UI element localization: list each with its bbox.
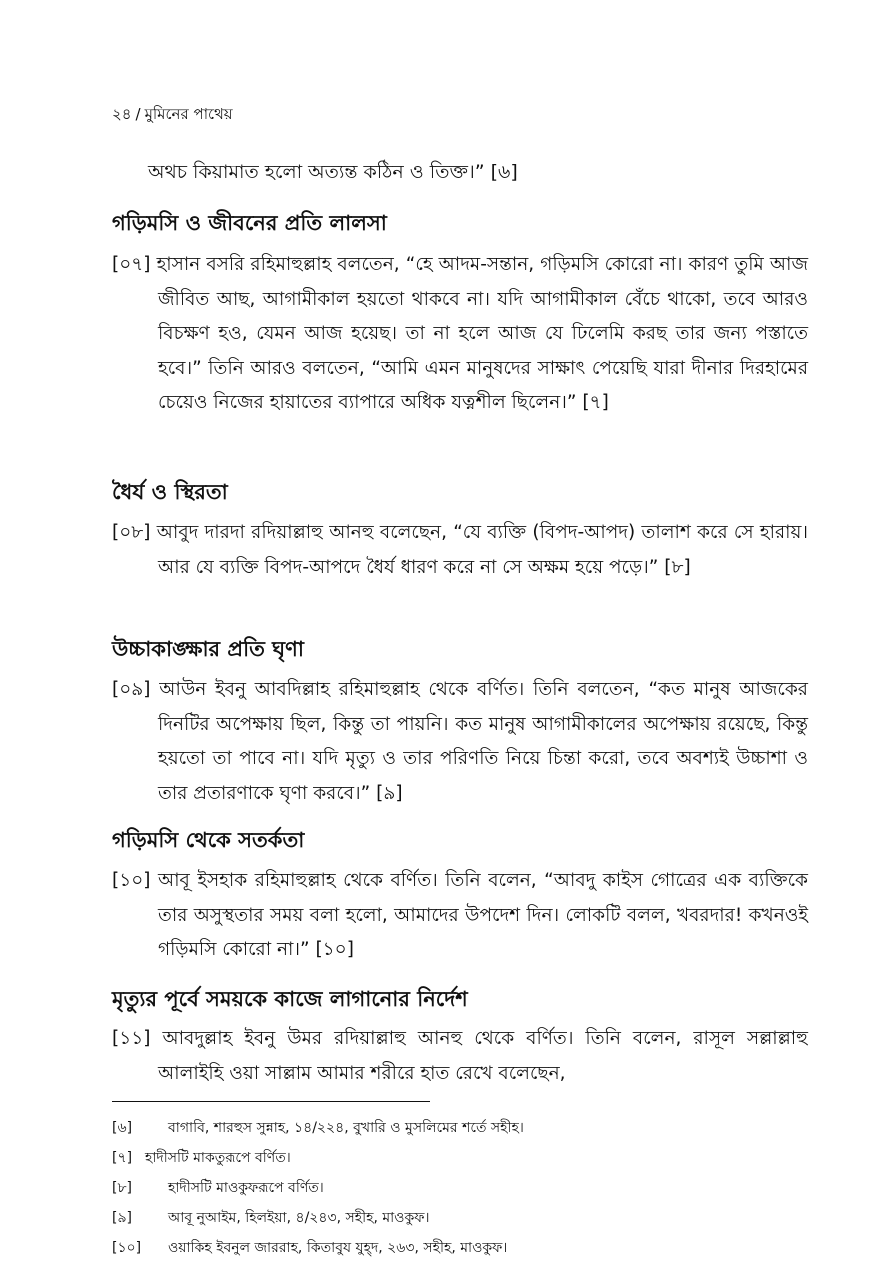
footnote-text: বাগাবি, শারহুস সুন্নাহ, ১৪/২২৪, বুখারি ও মুসলিমের শর্তে সহীহ।: [168, 1120, 524, 1136]
footnote-marker: [৯]: [112, 1210, 133, 1226]
footnote: [112, 1176, 324, 1200]
section-paragraph: [112, 1022, 808, 1091]
section-paragraph: [112, 516, 808, 585]
paragraph-text: আবূ ইসহাক রহিমাহুল্লাহ থেকে বর্ণিত। তিনি বলেন, “আবদু কাইস গোত্রের এক ব্যক্তিকে তার অসুস্থতার সময় বলা হলো, আমাদের উপদেশ দিন। লোকটি বলল, খবরদার! কখনওই গড়িমসি কোরো না।” [১০]: [157, 870, 808, 960]
footnote-text: হাদীসটি মাওকুফরূপে বর্ণিত।: [168, 1180, 324, 1196]
footnote: [112, 1146, 291, 1170]
section-heading: মৃত্যুর পূর্বে সময়কে কাজে লাগানোর নির্দেশ: [112, 987, 468, 1011]
section-heading: গড়িমসি থেকে সতর্কতা: [112, 828, 305, 852]
section-paragraph: [112, 673, 808, 811]
section-heading: ধৈর্য ও স্থিরতা: [112, 480, 228, 504]
section-heading: উচ্চাকাঙ্ক্ষার প্রতি ঘৃণা: [112, 637, 304, 661]
section-paragraph: [112, 248, 808, 421]
footnote-text: আবূ নুআইম, হিলইয়া, ৪/২৪৩, সহীহ, মাওকুফ।: [168, 1210, 430, 1226]
footnote-marker: [১০]: [112, 1240, 142, 1256]
page-number: ২৪: [112, 105, 132, 123]
header-separator: /: [135, 105, 141, 123]
paragraph-text: আবুদ দারদা রদিয়াল্লাহু আনহু বলেছেন, “যে ব্যক্তি (বিপদ-আপদ) তালাশ করে সে হারায়। আর যে ব্যক্তি বিপদ-আপদে ধৈর্য ধারণ করে না সে অক্ষম হয়ে পড়ে।” [৮]: [156, 522, 808, 578]
paragraph-number: [১১]: [112, 1028, 151, 1049]
footnote: [112, 1116, 524, 1140]
footnote-text: ওয়াকিহ ইবনুল জাররাহ, কিতাবুয যুহ্দ, ২৬৩, সহীহ, মাওকুফ।: [168, 1240, 508, 1256]
paragraph-text: আউন ইবনু আবদিল্লাহ রহিমাহুল্লাহ থেকে বর্ণিত। তিনি বলতেন, “কত মানুষ আজকের দিনটির অপেক্ষায় ছিল, কিন্তু তা পায়নি। কত মানুষ আগামীকালের অপেক্ষায় রয়েছে, কিন্তু হয়তো তা পাবে না। যদি মৃত্যু ও তার পরিণতি নিয়ে চিন্তা করো, তবে অবশ্যই উচ্চাশা ও তার প্রতারণাকে ঘৃণা করবে।” [৯]: [158, 679, 808, 804]
footnote: [112, 1206, 430, 1230]
continuation-text: অথচ কিয়ামাত হলো অত্যন্ত কঠিন ও তিক্ত।” [৬]: [148, 161, 518, 183]
footnote: [112, 1236, 507, 1260]
footnote-marker: [৬]: [112, 1120, 133, 1136]
paragraph-number: [০৭]: [112, 254, 151, 275]
paragraph-number: [১০]: [112, 870, 151, 891]
footnote-marker: [৮]: [112, 1180, 133, 1196]
running-header: [112, 103, 233, 128]
section-heading: গড়িমসি ও জীবনের প্রতি লালসা: [112, 211, 387, 235]
footnote-divider: [112, 1101, 430, 1102]
paragraph-text: আবদুল্লাহ ইবনু উমর রদিয়াল্লাহু আনহু থেকে বর্ণিত। তিনি বলেন, রাসূল সল্লাল্লাহু আলাইহি ওয়া সাল্লাম আমার শরীরে হাত রেখে বলেছেন,: [158, 1028, 808, 1084]
section-paragraph: [112, 864, 808, 968]
paragraph-text: হাসান বসরি রহিমাহুল্লাহ বলতেন, “হে আদম-সন্তান, গড়িমসি কোরো না। কারণ তুমি আজ জীবিত আছ, আগামীকাল হয়তো থাকবে না। যদি আগামীকাল বেঁচে থাকো, তবে আরও বিচক্ষণ হও, যেমন আজ হয়েছ। তা না হলে আজ যে ঢিলেমি করছ তার জন্য পস্তাতে হবে।” তিনি আরও বলতেন, “আমি এমন মানুষদের সাক্ষাৎ পেয়েছি যারা দীনার দিরহামের চেয়েও নিজের হায়াতের ব্যাপারে অধিক যত্নশীল ছিলেন।” [৭]: [156, 254, 808, 413]
paragraph-number: [০৮]: [112, 522, 151, 543]
book-title: মুমিনের পাথেয়: [144, 105, 233, 123]
footnote-text: হাদীসটি মাকতুরূপে বর্ণিত।: [145, 1150, 291, 1166]
footnote-marker: [৭]: [112, 1150, 133, 1166]
paragraph-number: [০৯]: [112, 679, 151, 700]
